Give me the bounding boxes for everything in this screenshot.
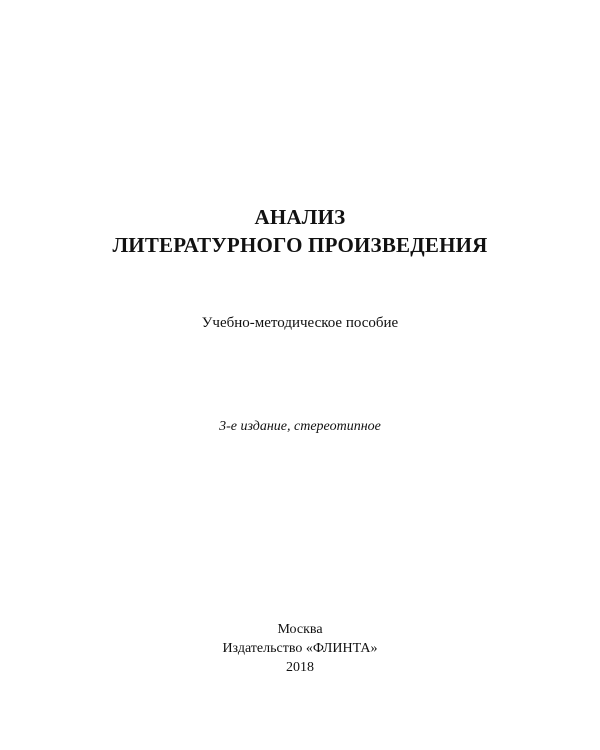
imprint-block: [0, 620, 600, 677]
imprint-city: Москва: [277, 622, 323, 637]
book-subtitle: Учебно-методическое пособие: [201, 315, 399, 331]
book-title-line-2: ЛИТЕРАТУРНОГО ПРОИЗВЕДЕНИЯ: [112, 233, 488, 257]
imprint-year: 2018: [286, 660, 314, 675]
book-title-line-1: АНАЛИЗ: [254, 205, 346, 229]
book-title: [0, 203, 600, 259]
imprint-publisher: Издательство «ФЛИНТА»: [222, 641, 378, 656]
edition-note: 3-е издание, стереотипное: [219, 419, 381, 434]
